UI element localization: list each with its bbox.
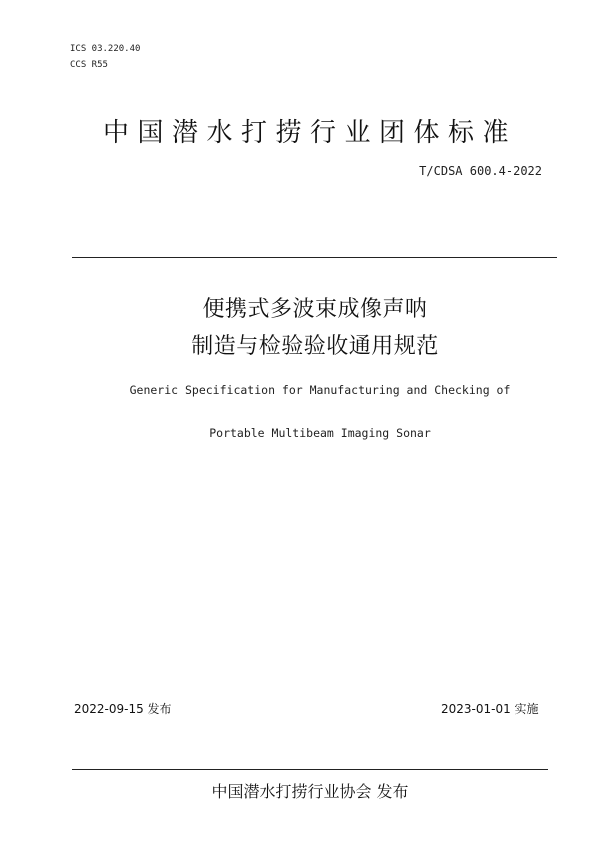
standard-number: T/CDSA 600.4-2022	[419, 164, 542, 178]
chinese-title-line-1: 便携式多波束成像声呐	[202, 297, 428, 322]
implementation-date: 2023-01-01 实施	[441, 702, 539, 716]
publisher: 中国潜水打捞行业协会 发布	[211, 782, 409, 801]
english-title-line-2: Portable Multibeam Imaging Sonar	[209, 426, 431, 440]
ccs-code: CCS R55	[70, 60, 108, 70]
organization-standard-title: 中国潜水打捞行业团体标准	[102, 118, 517, 148]
english-title-line-1: Generic Specification for Manufacturing and Checking of	[129, 383, 511, 397]
chinese-title-line-2: 制造与检验验收通用规范	[191, 334, 439, 359]
top-divider	[72, 257, 557, 258]
bottom-divider	[72, 769, 548, 770]
issue-date: 2022-09-15 发布	[74, 702, 172, 716]
ics-code: ICS 03.220.40	[70, 44, 141, 54]
